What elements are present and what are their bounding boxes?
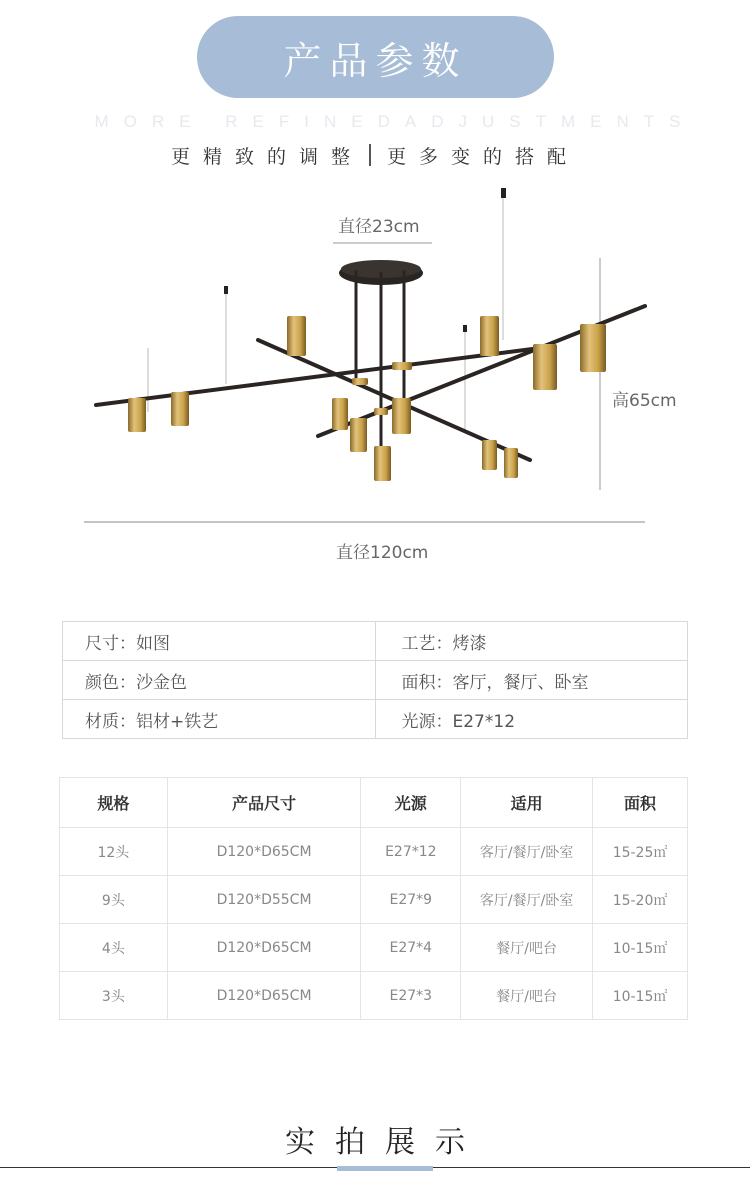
table-cell: E27*9: [361, 876, 461, 924]
spec-cell: 尺寸：如图: [63, 622, 376, 661]
lamp-illustration: [0, 180, 750, 580]
spec-cell: 光源：E27*12: [375, 700, 688, 739]
table-cell: 餐厅/吧台: [461, 972, 593, 1020]
table-row: [60, 828, 688, 876]
spec-cell: 面积：客厅，餐厅、卧室: [375, 661, 688, 700]
photo-section-title: 实拍展示: [285, 1125, 485, 1160]
table-cell: 15-20㎡: [593, 876, 688, 924]
subtitle-divider: [369, 144, 371, 166]
table-cell: D120*D65CM: [167, 828, 361, 876]
spec-cell: 工艺：烤漆: [375, 622, 688, 661]
spec-cell: 材质：铝材+铁艺: [63, 700, 376, 739]
table-cell: 9头: [60, 876, 168, 924]
spec-table: [62, 621, 688, 739]
table-cell: D120*D55CM: [167, 876, 361, 924]
table-cell: 12头: [60, 828, 168, 876]
table-cell: E27*4: [361, 924, 461, 972]
table-cell: D120*D65CM: [167, 972, 361, 1020]
subtitle-english: MORE REFINEDADJUSTMENTS: [94, 112, 696, 131]
header-cell: 产品尺寸: [167, 778, 361, 828]
table-cell: E27*3: [361, 972, 461, 1020]
lamp-dimension-diagram: [0, 180, 750, 580]
table-row: [60, 972, 688, 1020]
table-cell: E27*12: [361, 828, 461, 876]
spec-cell: 颜色：沙金色: [63, 661, 376, 700]
subtitle-right: 更多变的搭配: [387, 145, 580, 168]
spec-row: [63, 622, 688, 661]
table-cell: 3头: [60, 972, 168, 1020]
table-cell: 10-15㎡: [593, 972, 688, 1020]
subtitle-left: 更精致的调整: [170, 145, 363, 168]
table-cell: D120*D65CM: [167, 924, 361, 972]
width-label: 直径120cm: [336, 543, 429, 563]
table-cell: 15-25㎡: [593, 828, 688, 876]
table-row: [60, 876, 688, 924]
section-title: 产品参数: [283, 38, 468, 83]
table-cell: 客厅/餐厅/卧室: [461, 876, 593, 924]
top-diameter-label: 直径23cm: [338, 217, 420, 237]
header-cell: 面积: [593, 778, 688, 828]
header-cell: 规格: [60, 778, 168, 828]
table-row: [60, 924, 688, 972]
table-cell: 客厅/餐厅/卧室: [461, 828, 593, 876]
spec-row: [63, 700, 688, 739]
height-label: 高65cm: [612, 391, 677, 411]
footer-accent-bar: [337, 1166, 433, 1171]
model-table: [59, 777, 688, 1020]
table-cell: 4头: [60, 924, 168, 972]
model-header-row: [60, 778, 688, 828]
table-cell: 餐厅/吧台: [461, 924, 593, 972]
spec-row: [63, 661, 688, 700]
table-cell: 10-15㎡: [593, 924, 688, 972]
header-cell: 光源: [361, 778, 461, 828]
header-cell: 适用: [461, 778, 593, 828]
section-title-badge: [197, 16, 554, 98]
subtitle-chinese: [0, 141, 750, 169]
